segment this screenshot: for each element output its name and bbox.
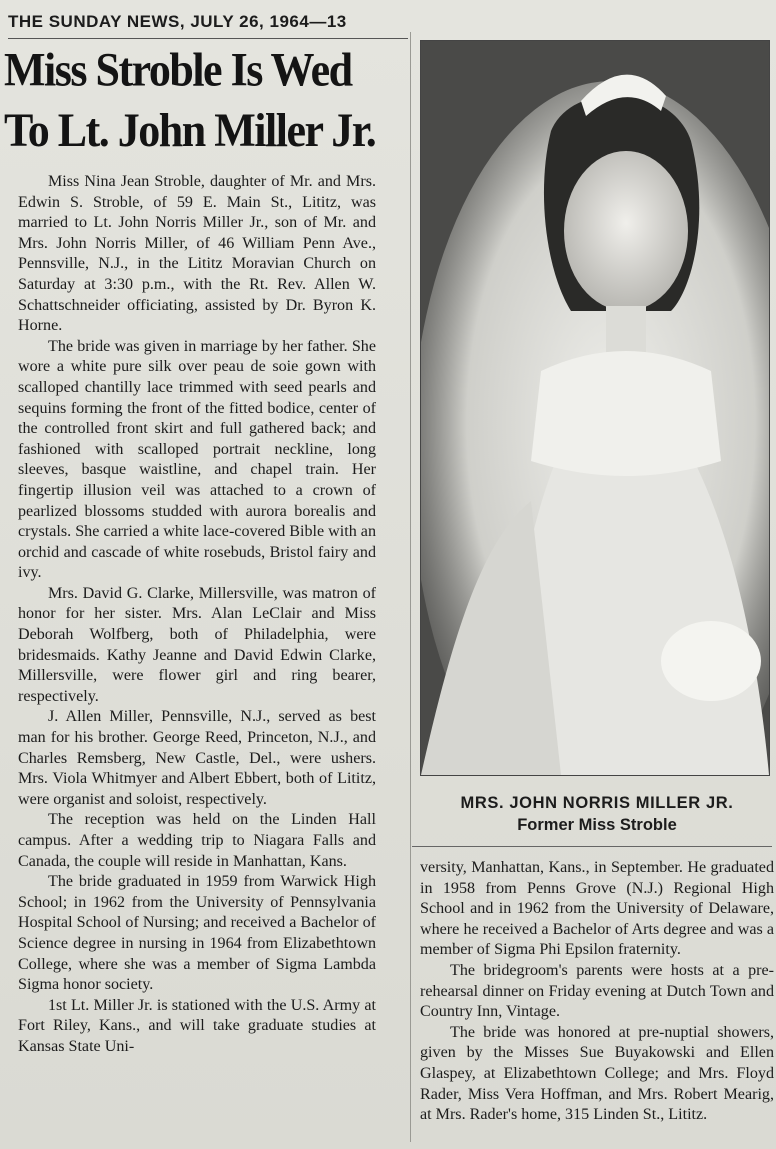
masthead-date: JULY 26, 1964	[190, 12, 310, 31]
article-paragraph: versity, Manhattan, Kans., in September. He graduated in 1958 from Penns Grove (N.J.) Regional High School and in 1962 from the University of Delaware, where he received a Bachelor of Arts degree and was a member of Sigma Phi Epsilon fraternity.	[420, 859, 774, 959]
article-paragraph: The bride was given in marriage by her father. She wore a white pure silk over peau de soie gown with scalloped chantilly lace trimmed with seed pearls and sequins forming the front of the fitted bodice, center of the controlled front skirt and full gathered back; and fashioned with scalloped portrait neckline, long sleeves, basque waistline, and chapel train. Her fingertip illusion veil was attached to a crown of pearlized blossoms studded with aurora borealis and crystals. She carried a white lace-covered Bible with an orchid and cascade of white rosebuds, Bristol fairy and ivy.	[18, 337, 376, 582]
caption-subtitle: Former Miss Stroble	[517, 816, 677, 834]
article-paragraph: The reception was held on the Linden Hall campus. After a wedding trip to Niagara Falls and Canada, the couple will reside in Manhattan, Kans.	[18, 811, 376, 870]
bride-portrait-illustration	[421, 41, 769, 775]
article-paragraph: The bride graduated in 1959 from Warwick High School; in 1962 from the University of Pennsylvania Hospital School of Nursing; and received a Bachelor of Science degree in nursing in 1964 from Elizabethtown College, where she was a member of Sigma Lambda Sigma honor society.	[18, 873, 376, 994]
article-paragraph: The bride was honored at pre-nuptial showers, given by the Misses Sue Buyakowski and Ellen Glaspey, at Elizabethtown College; and Mrs. Floyd Rader, Miss Vera Hoffman, and Mrs. Robert Mearig, at Mrs. Rader's home, 315 Linden St., Lititz.	[420, 1023, 774, 1124]
article-column-right	[420, 858, 774, 1126]
article-paragraph: 1st Lt. Miller Jr. is stationed with the U.S. Army at Fort Riley, Kans., and will take graduate studies at Kansas State Uni-	[18, 996, 376, 1055]
column-divider	[410, 32, 411, 1142]
headline	[4, 40, 408, 161]
article-paragraph: J. Allen Miller, Pennsville, N.J., served as best man for his brother. George Reed, Princeton, N.J., and Charles Remsberg, New Castle, Del., were ushers. Mrs. Viola Whitmyer and Albert Ebbert, both of Lititz, were organist and soloist, respectively.	[18, 708, 376, 808]
photo-caption	[420, 792, 774, 836]
caption-divider	[412, 846, 772, 847]
article-paragraph: Mrs. David G. Clarke, Millersville, was matron of honor for her sister. Mrs. Alan LeClair and Miss Deborah Wolfberg, both of Philadelphia, were bridesmaids. Kathy Jeanne and David Edwin Clarke, Millersville, were flower girl and ring bearer, respectively.	[18, 584, 376, 705]
masthead-page: —13	[309, 12, 347, 31]
article-paragraph: The bridegroom's parents were hosts at a pre-rehearsal dinner on Friday evening at Dutch Town and Country Inn, Vintage.	[420, 961, 774, 1021]
article-column-left	[18, 172, 376, 1058]
bride-photo	[420, 40, 770, 776]
masthead-paper: THE SUNDAY NEWS,	[8, 12, 186, 31]
headline-line-1: Miss Stroble Is Wed	[4, 43, 352, 97]
article-paragraph: Miss Nina Jean Stroble, daughter of Mr. and Mrs. Edwin S. Stroble, of 59 E. Main St., Lititz, was married to Lt. John Norris Miller Jr., son of Mr. and Mrs. John Norris Miller, of 46 William Penn Ave., Pennsville, N.J., in the Lititz Moravian Church on Saturday at 3:30 p.m., with the Rt. Rev. Allen W. Schattschneider officiating, assisted by Dr. Byron K. Horne.	[18, 173, 376, 335]
masthead	[8, 12, 408, 39]
headline-line-2: To Lt. John Miller Jr.	[4, 103, 376, 157]
caption-name: MRS. JOHN NORRIS MILLER JR.	[460, 794, 734, 812]
